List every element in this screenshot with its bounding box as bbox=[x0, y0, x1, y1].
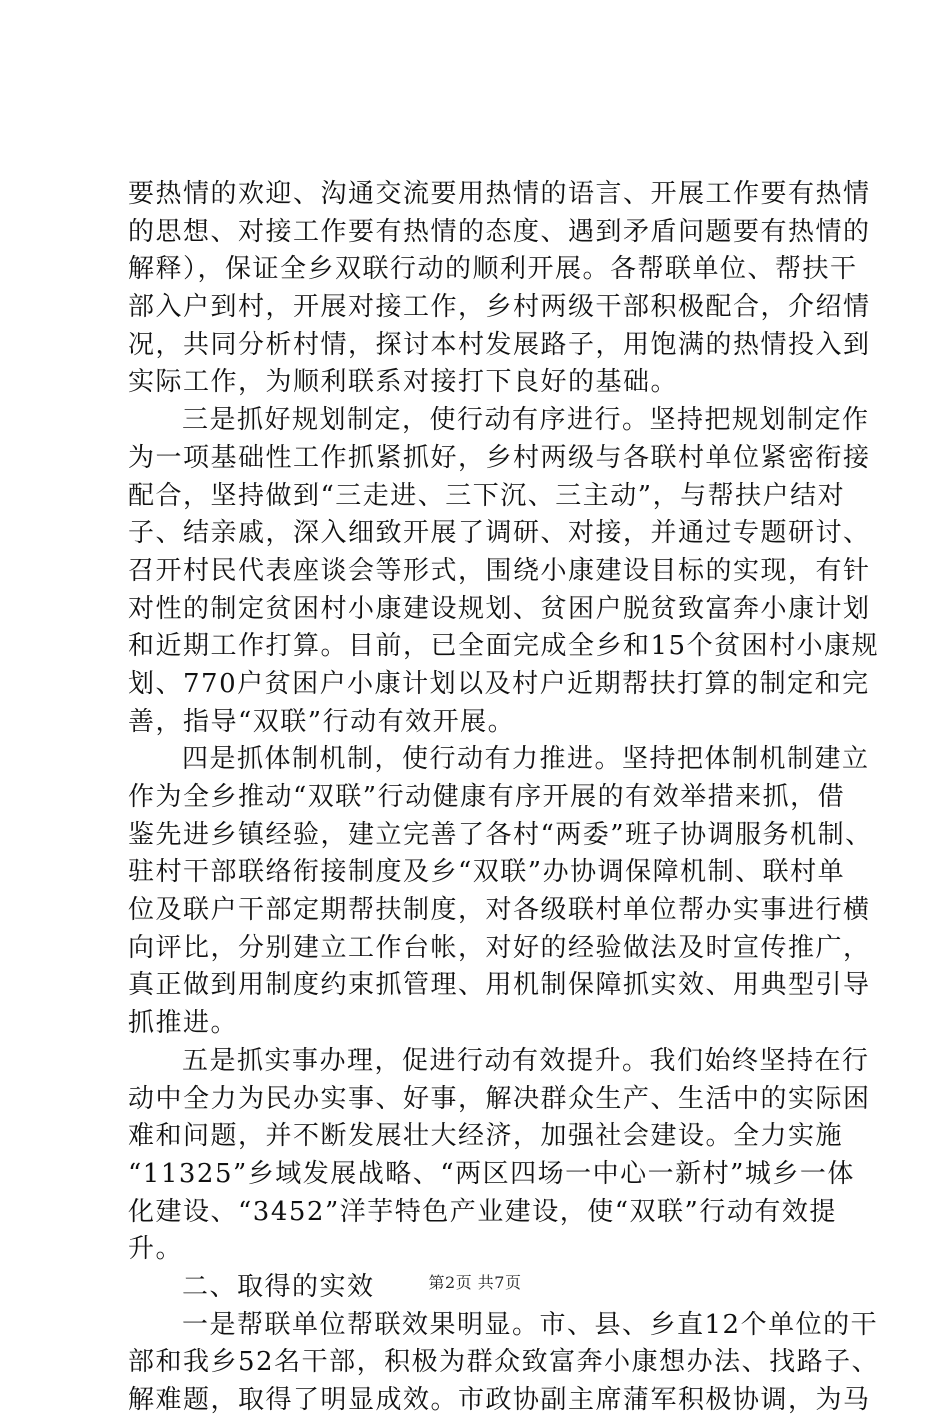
text-line: 向评比，分别建立工作台帐，对好的经验做法及时宣传推广， bbox=[128, 932, 871, 963]
text-line: 部入户到村，开展对接工作，乡村两级干部积极配合，介绍情 bbox=[128, 292, 871, 323]
text-line: 和近期工作打算。目前，已全面完成全乡和15个贫困村小康规 bbox=[128, 631, 880, 662]
text-line: “11325”乡域发展战略、“两区四场一中心一新村”城乡一体 bbox=[128, 1158, 855, 1189]
text-line: 为一项基础性工作抓紧抓好，乡村两级与各联村单位紧密衔接 bbox=[128, 442, 871, 473]
page-footer: 第2页 共7页 bbox=[428, 1273, 522, 1292]
text-line: 动中全力为民办实事、好事，解决群众生产、生活中的实际困 bbox=[128, 1083, 871, 1114]
text-line: 难和问题，并不断发展壮大经济，加强社会建设。全力实施 bbox=[128, 1121, 844, 1152]
text-line: 化建设、“3452”洋芋特色产业建设，使“双联”行动有效提 bbox=[128, 1196, 837, 1227]
text-line: 鉴先进乡镇经验，建立完善了各村“两委”班子协调服务机制、 bbox=[128, 819, 873, 850]
text-line: 五是抓实事办理，促进行动有效提升。我们始终坚持在行 bbox=[182, 1045, 870, 1076]
text-line: 要热情的欢迎、沟通交流要用热情的语言、开展工作要有热情 bbox=[128, 179, 871, 209]
text-line: 二、取得的实效 bbox=[182, 1271, 375, 1302]
text-line: 解难题，取得了明显成效。市政协副主席蒲军积极协调，为马 bbox=[128, 1385, 871, 1415]
text-line: 的思想、对接工作要有热情的态度、遇到矛盾问题要有热情的 bbox=[128, 216, 871, 247]
text-line: 配合，坚持做到“三走进、三下沉、三主动”，与帮扶户结对 bbox=[128, 480, 846, 511]
text-line: 真正做到用制度约束抓管理、用机制保障抓实效、用典型引导 bbox=[128, 970, 871, 1001]
text-line: 况，共同分析村情，探讨本村发展路子，用饱满的热情投入到 bbox=[128, 329, 871, 360]
text-line: 抓推进。 bbox=[128, 1008, 239, 1039]
text-line: 划、770户贫困户小康计划以及村户近期帮扶打算的制定和完 bbox=[128, 668, 870, 699]
text-line: 召开村民代表座谈会等形式，围绕小康建设目标的实现，有针 bbox=[128, 555, 871, 586]
text-line: 四是抓体制机制，使行动有力推进。坚持把体制机制建立 bbox=[182, 744, 870, 775]
text-line: 部和我乡52名干部，积极为群众致富奔小康想办法、找路子、 bbox=[128, 1347, 880, 1378]
text-line: 对性的制定贫困村小康建设规划、贫困户脱贫致富奔小康计划 bbox=[128, 593, 871, 624]
text-line: 实际工作，为顺利联系对接打下良好的基础。 bbox=[128, 367, 679, 398]
text-line: 位及联户干部定期帮扶制度，对各级联村单位帮办实事进行横 bbox=[128, 895, 871, 926]
text-line: 子、结亲戚，深入细致开展了调研、对接，并通过专题研讨、 bbox=[128, 518, 871, 549]
text-line: 驻村干部联络衔接制度及乡“双联”办协调保障机制、联村单 bbox=[128, 857, 846, 888]
text-line: 善，指导“双联”行动有效开展。 bbox=[128, 706, 516, 737]
document-body bbox=[128, 176, 880, 1420]
text-line: 三是抓好规划制定，使行动有序进行。坚持把规划制定作 bbox=[182, 405, 870, 436]
text-line: 作为全乡推动“双联”行动健康有序开展的有效举措来抓，借 bbox=[128, 782, 846, 812]
text-line: 解释），保证全乡双联行动的顺利开展。各帮联单位、帮扶干 bbox=[128, 254, 858, 285]
text-line: 一是帮联单位帮联效果明显。市、县、乡直12个单位的干 bbox=[182, 1309, 879, 1340]
text-line: 升。 bbox=[128, 1234, 184, 1265]
